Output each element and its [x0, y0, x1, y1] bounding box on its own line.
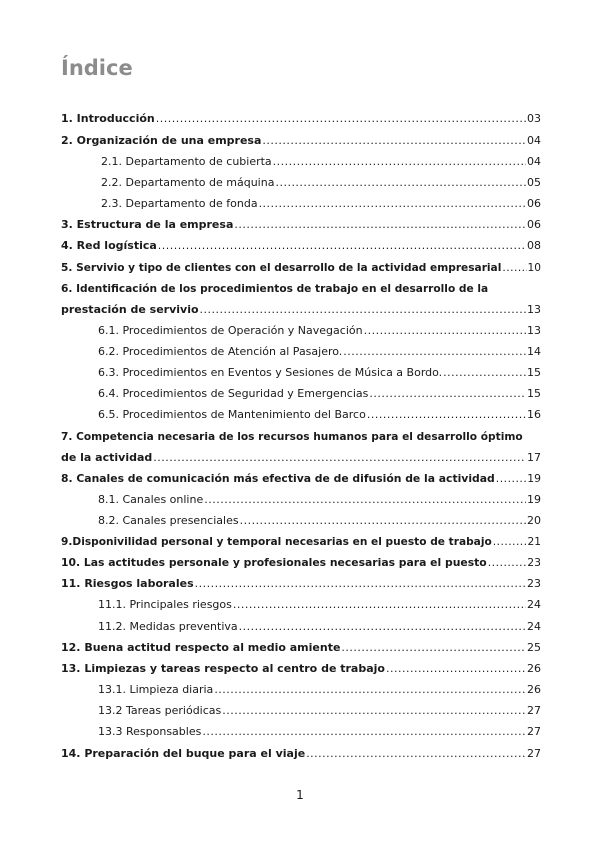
toc-entry-page: 16	[527, 408, 541, 421]
toc-leader-dots	[200, 303, 526, 317]
toc-entry-page: 17	[527, 451, 541, 464]
toc-entry[interactable]	[98, 620, 541, 634]
toc-entry-label: 3. Estructura de la empresa	[61, 218, 234, 231]
toc-leader-dots	[343, 345, 526, 359]
toc-entry[interactable]	[61, 451, 541, 465]
toc-entry-label: 2.1. Departamento de cubierta	[101, 155, 272, 168]
toc-entry[interactable]	[61, 261, 541, 275]
toc-entry-page: 04	[527, 155, 541, 168]
toc-leader-dots	[240, 514, 526, 528]
toc-entry-page: 24	[527, 598, 541, 611]
toc-leader-dots	[195, 577, 526, 591]
toc-leader-dots	[204, 493, 526, 507]
toc-entry-label: 6.5. Procedimientos de Mantenimiento del Barco	[98, 408, 366, 421]
toc-leader-dots	[502, 261, 526, 275]
toc-entry-label: 8.1. Canales online	[98, 493, 204, 506]
toc-entry-page: 26	[527, 683, 541, 696]
toc-leader-dots	[386, 662, 526, 676]
toc-leader-dots	[262, 134, 526, 148]
toc-entry[interactable]	[61, 303, 541, 317]
toc-entry[interactable]	[101, 155, 541, 169]
toc-entry[interactable]	[98, 408, 541, 422]
toc-entry[interactable]	[98, 345, 541, 359]
toc-entry[interactable]	[61, 218, 541, 232]
toc-entry[interactable]	[98, 387, 541, 401]
toc-entry-page: 24	[527, 620, 541, 633]
toc-entry-page: 05	[527, 176, 541, 189]
toc-entry[interactable]	[98, 324, 541, 338]
toc-entry-label: de la actividad	[61, 451, 153, 464]
toc-leader-dots	[364, 324, 526, 338]
toc-leader-dots	[275, 176, 526, 190]
toc-leader-dots	[259, 197, 526, 211]
toc-entry-page: 19	[527, 472, 541, 485]
toc-leader-dots	[156, 112, 526, 126]
toc-leader-dots	[493, 535, 527, 549]
toc-leader-dots	[488, 556, 527, 570]
toc-entry-page: 21	[527, 536, 541, 548]
toc-entry-label: 9.Disponivilidad personal y temporal necesarias en el puesto de trabajo	[61, 536, 492, 548]
toc-entry-label: 13. Limpiezas y tareas respecto al centro de trabajo	[61, 662, 385, 675]
toc-entry[interactable]	[98, 598, 541, 612]
toc-entry-page: 20	[527, 514, 541, 527]
toc-entry-page: 27	[527, 704, 541, 717]
toc-entry-label: 13.2 Tareas periódicas	[98, 704, 222, 717]
page-title: Índice	[61, 56, 133, 80]
toc-entry-label: 6.2. Procedimientos de Atención al Pasajero.	[98, 345, 343, 358]
toc-entry-page: 13	[527, 303, 541, 316]
toc-entry-label: 11.1. Principales riesgos	[98, 598, 232, 611]
toc-entry-page: 27	[527, 747, 541, 760]
toc-leader-dots	[239, 620, 526, 634]
toc-entry-label: 2.2. Departamento de máquina	[101, 176, 275, 189]
toc-entry-page: 13	[527, 324, 541, 337]
toc-entry-label: 6.1. Procedimientos de Operación y Navegación	[98, 324, 363, 337]
toc-entry-label: 13.1. Limpieza diaria	[98, 683, 214, 696]
toc-entry-label: 8. Canales de comunicación más efectiva de de difusión de la actividad	[61, 472, 495, 485]
toc-entry-page: 15	[527, 387, 541, 400]
toc-entry[interactable]	[61, 662, 541, 676]
toc-entry[interactable]	[98, 366, 541, 380]
toc-entry-label: 11. Riesgos laborales	[61, 577, 194, 590]
toc-entry-first-line: 6. Identificación de los procedimientos de trabajo en el desarrollo de la	[61, 283, 489, 295]
toc-entry-label: 13.3 Responsables	[98, 725, 202, 738]
toc-entry[interactable]	[61, 112, 541, 126]
toc-entry-label: 8.2. Canales presenciales	[98, 514, 239, 527]
toc-leader-dots	[273, 155, 526, 169]
toc-entry-label: 6.4. Procedimientos de Seguridad y Emergencias	[98, 387, 369, 400]
toc-entry-label: 11.2. Medidas preventiva	[98, 620, 238, 633]
toc-entry-page: 03	[527, 112, 541, 125]
toc-entry-page: 15	[527, 366, 541, 379]
toc-leader-dots	[158, 239, 526, 253]
toc-entry-page: 27	[527, 725, 541, 738]
toc-entry[interactable]	[61, 535, 541, 549]
toc-leader-dots	[234, 218, 526, 232]
toc-entry-page: 19	[527, 493, 541, 506]
toc-entry[interactable]	[61, 556, 541, 570]
toc-leader-dots	[367, 408, 526, 422]
toc-leader-dots	[369, 387, 526, 401]
toc-entry-page: 10	[527, 262, 541, 274]
toc-entry[interactable]	[98, 493, 541, 507]
toc-entry-label: 10. Las actitudes personale y profesionales necesarias para el puesto	[61, 556, 487, 569]
toc-entry-label: 5. Servivio y tipo de clientes con el desarrollo de la actividad empresarial	[61, 262, 502, 274]
toc-entry-page: 26	[527, 662, 541, 675]
toc-leader-dots	[222, 704, 526, 718]
toc-entry[interactable]	[61, 747, 541, 761]
toc-entry-label: 2. Organización de una empresa	[61, 134, 262, 147]
toc-entry-label: 4. Red logística	[61, 239, 157, 252]
toc-entry[interactable]	[98, 704, 541, 718]
toc-entry[interactable]	[98, 683, 541, 697]
toc-leader-dots	[153, 451, 526, 465]
toc-leader-dots	[202, 725, 526, 739]
toc-leader-dots	[233, 598, 526, 612]
toc-entry-page: 04	[527, 134, 541, 147]
toc-entry-first-line: 7. Competencia necesaria de los recursos humanos para el desarrollo óptimo	[61, 431, 523, 443]
toc-entry-page: 25	[527, 641, 541, 654]
toc-entry-label: 1. Introducción	[61, 112, 155, 125]
toc-leader-dots	[341, 641, 526, 655]
toc-entry[interactable]	[61, 472, 541, 486]
toc-entry-page: 06	[527, 218, 541, 231]
toc-leader-dots	[496, 472, 526, 486]
toc-leader-dots	[306, 747, 526, 761]
toc-entry[interactable]	[101, 197, 541, 211]
toc-entry-label: 2.3. Departamento de fonda	[101, 197, 258, 210]
toc-entry[interactable]	[61, 134, 541, 148]
page-number: 1	[296, 788, 304, 802]
toc-entry-page: 23	[527, 577, 541, 590]
toc-entry[interactable]	[101, 176, 541, 190]
toc-entry-label: 6.3. Procedimientos en Eventos y Sesiones de Música a Bordo.	[98, 366, 443, 379]
toc-entry-label: 14. Preparación del buque para el viaje	[61, 747, 306, 760]
toc-entry-label: 12. Buena actitud respecto al medio amiente	[61, 641, 341, 654]
toc-entry[interactable]	[61, 239, 541, 253]
toc-entry[interactable]	[98, 514, 541, 528]
toc-entry-page: 08	[527, 239, 541, 252]
toc-entry[interactable]	[98, 725, 541, 739]
toc-entry[interactable]	[61, 641, 541, 655]
toc-leader-dots	[443, 366, 526, 380]
toc-entry-page: 06	[527, 197, 541, 210]
toc-entry[interactable]	[61, 577, 541, 591]
toc-entry-label: prestación de servivio	[61, 303, 199, 316]
toc-entry-page: 23	[527, 556, 541, 569]
toc-entry-page: 14	[527, 345, 541, 358]
toc-leader-dots	[214, 683, 526, 697]
